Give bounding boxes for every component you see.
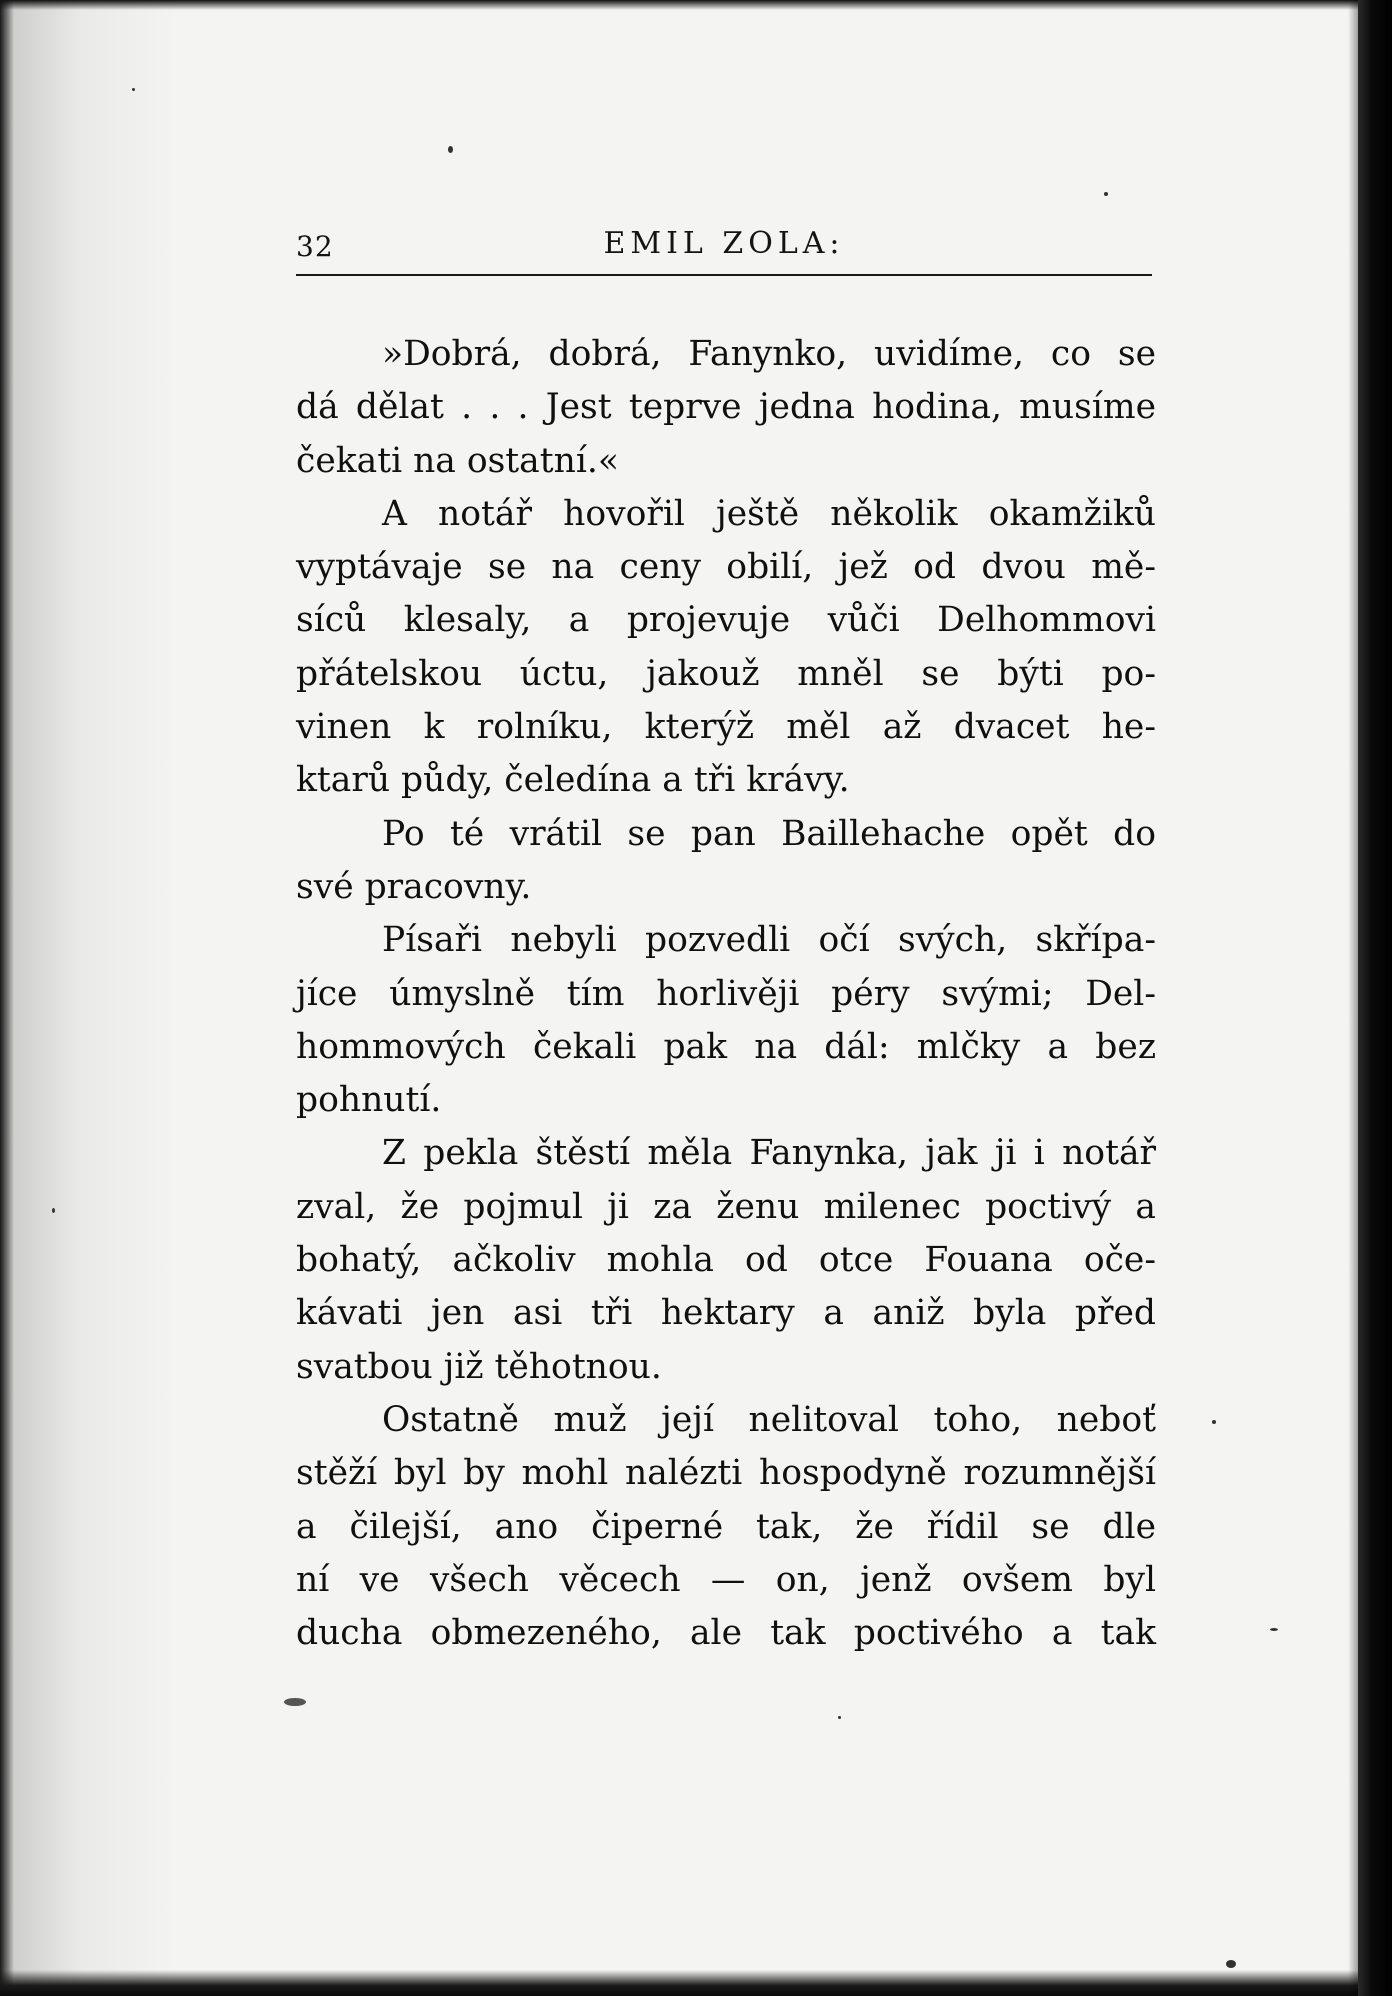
text-line: »Dobrá, dobrá, Fanynko, uvidíme, co se	[382, 334, 1156, 374]
running-title: EMIL ZOLA:	[603, 226, 845, 261]
book-binding-edge	[1358, 0, 1392, 1996]
text-line: Ostatně muž její nelitoval toho, neboť	[382, 1399, 1156, 1440]
text-line: síců klesaly, a projevuje vůči Delhommovi	[296, 600, 1156, 641]
scan-speck	[1104, 192, 1108, 196]
binding-shadow	[1348, 0, 1358, 1996]
text-line: stěží byl by mohl nalézti hospodyně rozumnější	[296, 1453, 1156, 1494]
scan-speck	[52, 1208, 55, 1213]
scan-speck	[1226, 1960, 1236, 1968]
scan-border-bottom	[0, 1970, 1392, 1996]
page-number: 32	[296, 230, 334, 263]
text-line: čekati na ostatní.«	[296, 440, 619, 481]
text-line: A notář hovořil ještě několik okamžiků	[382, 493, 1156, 534]
body-text	[296, 328, 1156, 1660]
text-line: pohnutí.	[296, 1080, 442, 1121]
text-line: svatbou již těhotnou.	[296, 1346, 662, 1387]
text-line: své pracovny.	[296, 866, 532, 907]
page-shading-left	[0, 0, 180, 1996]
text-line: zval, že pojmul ji za ženu milenec poctivý a	[296, 1186, 1156, 1227]
scan-border-left	[0, 0, 14, 1996]
text-line: dá dělat . . . Jest teprve jedna hodina, musíme	[296, 387, 1156, 428]
scan-speck	[448, 146, 453, 153]
scan-speck	[132, 88, 135, 91]
scan-speck	[1270, 1628, 1278, 1631]
scan-speck	[1212, 1420, 1216, 1424]
text-line: vyptávaje se na ceny obilí, jež od dvou mě-	[296, 547, 1156, 588]
scan-speck	[838, 1716, 841, 1719]
text-line: hommových čekali pak na dál: mlčky a bez	[296, 1026, 1156, 1067]
text-line: jíce úmyslně tím horlivěji péry svými; Del-	[296, 973, 1156, 1014]
running-head	[296, 218, 1152, 270]
scan-speck	[284, 1698, 306, 1706]
text-line: kávati jen asi tři hektary a aniž byla před	[296, 1293, 1156, 1334]
text-line: přátelskou úctu, jakouž mněl se býti po-	[296, 653, 1156, 694]
text-line: a čilejší, ano čiperné tak, že řídil se dle	[296, 1506, 1156, 1547]
text-line: Z pekla štěstí měla Fanynka, jak ji i notář	[382, 1133, 1156, 1174]
scan-border-top	[0, 0, 1392, 10]
text-line: bohatý, ačkoliv mohla od otce Fouana oče-	[296, 1240, 1156, 1281]
text-line: ní ve všech věcech — on, jenž ovšem byl	[296, 1559, 1156, 1600]
text-line: vinen k rolníku, kterýž měl až dvacet he-	[296, 707, 1156, 748]
text-line: ducha obmezeného, ale tak poctivého a tak	[296, 1613, 1156, 1654]
header-rule	[296, 274, 1152, 276]
text-line: Písaři nebyli pozvedli očí svých, skřípa-	[382, 920, 1156, 961]
text-line: ktarů půdy, čeledína a tři krávy.	[296, 760, 850, 801]
text-line: Po té vrátil se pan Baillehache opět do	[382, 813, 1156, 854]
